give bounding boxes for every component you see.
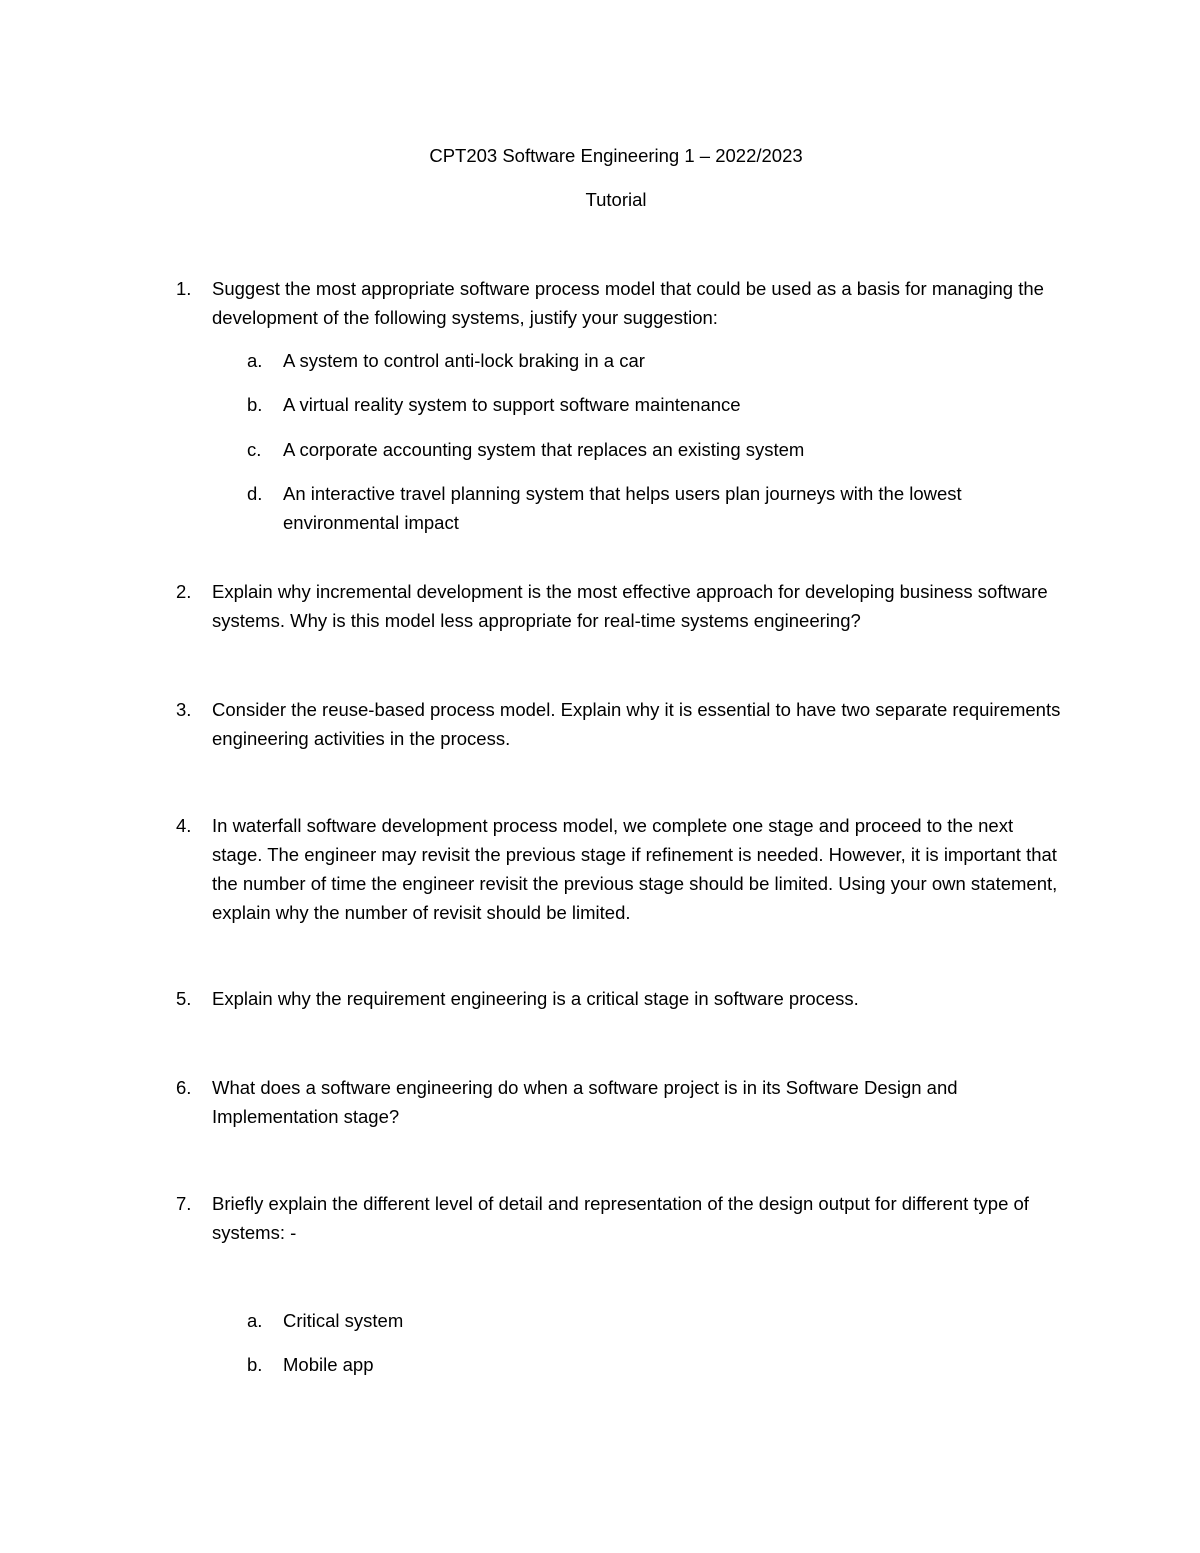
question-number: 6. bbox=[176, 1077, 192, 1098]
subitem-text: Mobile app bbox=[283, 1354, 374, 1375]
subitem-text: An interactive travel planning system that helps users plan journeys with the lowest environmental impact bbox=[283, 483, 962, 533]
document-subtitle: Tutorial bbox=[585, 189, 647, 210]
subitem-letter: c. bbox=[247, 439, 262, 460]
question-number: 5. bbox=[176, 988, 192, 1009]
document-title: CPT203 Software Engineering 1 – 2022/2023 bbox=[429, 145, 803, 166]
subitem-letter: a. bbox=[247, 350, 263, 371]
question-text: In waterfall software development process model, we complete one stage and proceed to the next stage. The engineer may revisit the previous stage if refinement is needed. However, it is important that the number of time the engineer revisit the previous stage should be limited. Using your own statement, explain why the number of revisit should be limited. bbox=[212, 815, 1058, 923]
subitem-text: A virtual reality system to support software maintenance bbox=[283, 394, 741, 415]
subitem-letter: b. bbox=[247, 394, 263, 415]
question-number: 3. bbox=[176, 699, 192, 720]
question-number: 7. bbox=[176, 1193, 192, 1214]
subitem-text: Critical system bbox=[283, 1310, 404, 1331]
question-number: 1. bbox=[176, 278, 192, 299]
question-text: What does a software engineering do when a software project is in its Software Design and Implementation stage? bbox=[212, 1077, 958, 1127]
subitem-letter: a. bbox=[247, 1310, 263, 1331]
question-text: Consider the reuse-based process model. Explain why it is essential to have two separate requirements engineering activities in the process. bbox=[212, 699, 1061, 749]
subitem-letter: b. bbox=[247, 1354, 263, 1375]
subitem-text: A corporate accounting system that replaces an existing system bbox=[283, 439, 805, 460]
subitem-text: A system to control anti-lock braking in a car bbox=[283, 350, 645, 371]
question-text: Briefly explain the different level of detail and representation of the design output for different type of systems: - bbox=[212, 1193, 1029, 1243]
question-text: Suggest the most appropriate software process model that could be used as a basis for managing the development of the following systems, justify your suggestion: bbox=[212, 278, 1044, 328]
question-number: 2. bbox=[176, 581, 192, 602]
subitem-letter: d. bbox=[247, 483, 263, 504]
question-number: 4. bbox=[176, 815, 192, 836]
question-text: Explain why the requirement engineering is a critical stage in software process. bbox=[212, 988, 859, 1009]
question-text: Explain why incremental development is the most effective approach for developing business software systems. Why is this model less appropriate for real-time systems engineering? bbox=[212, 581, 1048, 631]
